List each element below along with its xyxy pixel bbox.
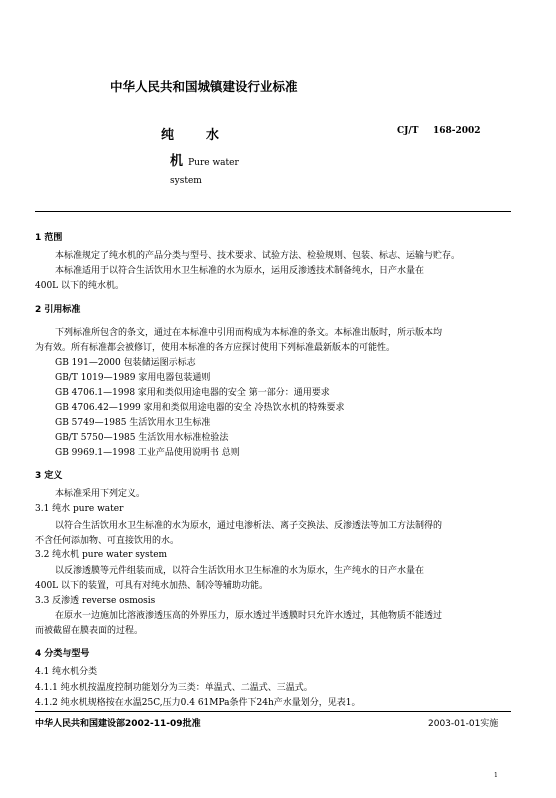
section-4-1-1: 4.1.1 纯水机按温度控制功能划分为三类：单温式、二温式、三温式。 — [35, 683, 313, 693]
reference-item: GB 9969.1—1998 工业产品使用说明书 总则 — [55, 448, 240, 458]
reference-item: GB/T 5750—1985 生活饮用水标准检验法 — [55, 433, 229, 443]
definition-3-1-title: 3.1 纯水 pure water — [35, 504, 124, 514]
definition-3-3-title: 3.3 反渗透 reverse osmosis — [35, 596, 156, 606]
section-3-heading: 3 定义 — [35, 471, 63, 481]
section-4-heading: 4 分类与型号 — [35, 649, 90, 659]
section-2-paragraph-a: 下列标准所包含的条文，通过在本标准中引用而构成为本标准的条文。本标准出版时，所示版本均 — [55, 328, 443, 338]
definition-3-1-text-a: 以符合生活饮用水卫生标准的水为原水，通过电渗析法、离子交换法、反渗透法等加工方法制得的 — [55, 521, 443, 531]
section-4-1-2: 4.1.2 纯水机规格按在水温25C,压力0.4 61MPa条件下24h产水量划分，见表1。 — [35, 698, 361, 708]
definition-3-3-text-b: 而被截留在膜表面的过程。 — [35, 626, 144, 636]
section-3-intro: 本标准采用下列定义。 — [55, 489, 146, 499]
standard-code-prefix: CJ/T — [397, 126, 419, 136]
footer-divider — [35, 711, 511, 712]
section-1-paragraph-2b: 400L 以下的纯水机。 — [35, 281, 125, 291]
section-2-heading: 2 引用标准 — [35, 305, 81, 315]
definition-3-2-text-b: 400L 以下的装置，可具有对纯水加热、制冷等辅助功能。 — [35, 581, 269, 591]
section-1-paragraph-2a: 本标准适用于以符合生活饮用水卫生标准的水为原水，运用反渗透技术制备纯水，日产水量在 — [55, 266, 425, 276]
title-line-3: system — [170, 176, 202, 186]
title-line-2-cn: 机 — [170, 154, 184, 169]
reference-item: GB 5749—1985 生活饮用水卫生标准 — [55, 418, 211, 428]
standard-header: 中华人民共和国城镇建设行业标准 — [110, 79, 298, 94]
definition-3-3-text-a: 在原水一边施加比溶液渗透压高的外界压力，原水透过半透膜时只允许水透过，其他物质不能透过 — [55, 611, 443, 621]
definition-3-2-title: 3.2 纯水机 pure water system — [35, 550, 168, 560]
page-number: 1 — [494, 772, 498, 779]
implementation-date: 2003-01-01实施 — [428, 719, 499, 729]
section-2-paragraph-b: 为有效。所有标准都会被修订，使用本标准的各方应探讨使用下列标准最新版本的可能性。 — [35, 343, 396, 353]
reference-item: GB/T 1019—1989 家用电器包装通则 — [55, 373, 211, 383]
title-line-1: 纯水 — [161, 128, 252, 143]
header-divider — [35, 211, 511, 212]
reference-item: GB 191—2000 包装储运图示标志 — [55, 358, 196, 368]
section-4-1: 4.1 纯水机分类 — [35, 667, 98, 677]
standard-code-number: 168-2002 — [433, 126, 481, 136]
definition-3-1-text-b: 不含任何添加物、可直接饮用的水。 — [35, 536, 180, 546]
section-1-heading: 1 范围 — [35, 233, 63, 243]
reference-item: GB 4706.1—1998 家用和类似用途电器的安全 第一部分：通用要求 — [55, 388, 330, 398]
title-line-2 — [170, 150, 239, 169]
approval-line: 中华人民共和国建设部2002-11-09批准 — [35, 719, 201, 729]
definition-3-2-text-a: 以反渗透膜等元件组装而成，以符合生活饮用水卫生标准的水为原水，生产纯水的日产水量在 — [55, 566, 425, 576]
title-line-2-en: Pure water — [188, 158, 239, 168]
section-1-paragraph-1: 本标准规定了纯水机的产品分类与型号、技术要求、试验方法、检验规则、包装、标志、运输与贮存。 — [55, 251, 461, 261]
reference-item: GB 4706.42—1999 家用和类似用途电器的安全 冷热饮水机的特殊要求 — [55, 403, 345, 413]
